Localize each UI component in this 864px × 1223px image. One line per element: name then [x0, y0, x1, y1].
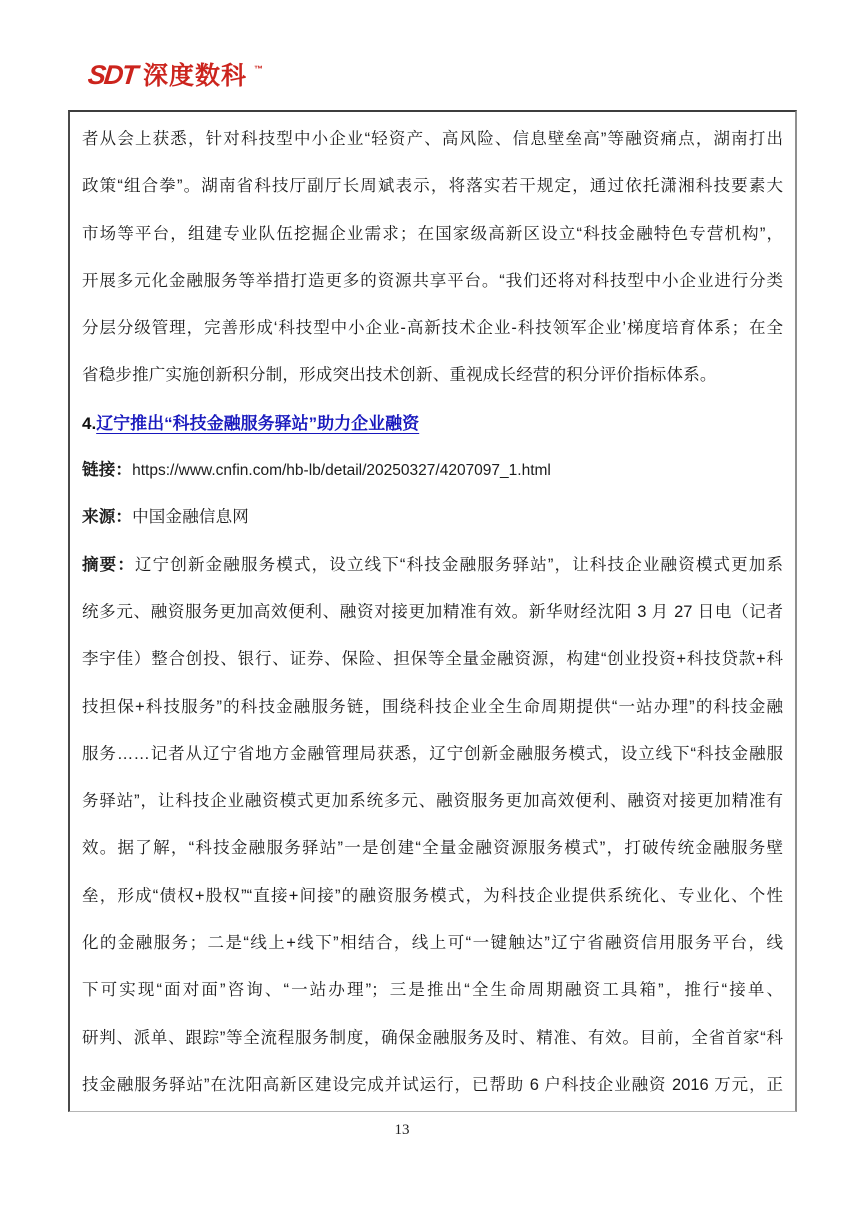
source-label: 来源：	[82, 508, 133, 527]
summary-text-line: 垒，形成“债权+股权”“直接+间接”的融资服务模式，为科技企业提供系统化、专业化、个性	[82, 886, 783, 905]
summary-label: 摘要：	[82, 555, 135, 574]
summary-text-line: 摘要：辽宁创新金融服务模式，设立线下“科技金融服务驿站”，让科技企业融资模式更加系	[82, 555, 784, 574]
article-url: https://www.cnfin.com/hb-lb/detail/20250327/4207097_1.html	[132, 462, 551, 480]
page-number: 13	[394, 1122, 410, 1138]
article-number: 4.	[82, 413, 97, 433]
body-text-line: 省稳步推广实施创新积分制，形成突出技术创新、重视成长经营的积分评价指标体系。	[82, 366, 717, 385]
body-text-line: 市场等平台，组建专业队伍挖掘企业需求；在国家级高新区设立“科技金融特色专营机构”，	[82, 224, 783, 243]
brand-logo	[88, 56, 263, 92]
summary-text-line: 服务……记者从辽宁省地方金融管理局获悉，辽宁创新金融服务模式，设立线下“科技金融服	[82, 744, 783, 763]
paragraph-continuation	[82, 116, 783, 400]
summary-text-line: 李宇佳）整合创投、银行、证券、保险、担保等全量金融资源，构建“创业投资+科技贷款+科	[82, 650, 783, 669]
article-title-link[interactable]: 辽宁推出“科技金融服务驿站”助力企业融资	[96, 413, 420, 433]
summary-text-line: 化的金融服务；二是“线上+线下”相结合，线上可“一键触达”辽宁省融资信用服务平台，线	[82, 934, 783, 953]
summary-text-line: 技金融服务驿站”在沈阳高新区建设完成并试运行，已帮助 6 户科技企业融资 2016 万元，正	[82, 1075, 783, 1094]
link-label: 链接：	[82, 461, 133, 480]
article-heading	[82, 400, 783, 447]
link-line	[82, 447, 783, 494]
body-text-line: 政策“组合拳”。湖南省科技厅副厅长周斌表示，将落实若干规定，通过依托潇湘科技要素大	[82, 177, 783, 196]
content-box	[68, 110, 797, 1112]
brand-logo-sdt-icon: SDT	[86, 60, 138, 90]
summary-paragraph	[82, 542, 783, 1110]
body-text-line: 开展多元化金融服务等举措打造更多的资源共享平台。“我们还将对科技型中小企业进行分类	[82, 271, 783, 290]
source-value: 中国金融信息网	[132, 508, 250, 527]
summary-text-line: 技担保+科技服务”的科技金融服务链，围绕科技企业全生命周期提供“一站办理”的科技金融	[82, 697, 783, 716]
brand-logo-name: 深度数科	[143, 62, 248, 90]
summary-text-line: 务驿站”，让科技企业融资模式更加系统多元、融资服务更加高效便利、融资对接更加精准有	[82, 792, 783, 811]
summary-text-line: 统多元、融资服务更加高效便利、融资对接更加精准有效。新华财经沈阳 3 月 27 日电（记者	[82, 602, 783, 621]
summary-text-line: 下可实现“面对面”咨询、“一站办理”；三是推出“全生命周期融资工具箱”，推行“接单、	[82, 981, 783, 1000]
summary-text-line: 效。据了解，“科技金融服务驿站”一是创建“全量金融资源服务模式”，打破传统金融服务壁	[82, 839, 783, 858]
source-line	[82, 494, 783, 541]
trademark-symbol: ™	[254, 64, 264, 74]
body-text-line: 者从会上获悉，针对科技型中小企业“轻资产、高风险、信息壁垒高”等融资痛点，湖南打出	[82, 130, 783, 148]
body-text-line: 分层分级管理，完善形成‘科技型中小企业-高新技术企业-科技领军企业’梯度培育体系；在全	[82, 319, 783, 338]
summary-text-line: 研判、派单、跟踪”等全流程服务制度，确保金融服务及时、精准、有效。目前，全省首家“科	[82, 1028, 783, 1047]
